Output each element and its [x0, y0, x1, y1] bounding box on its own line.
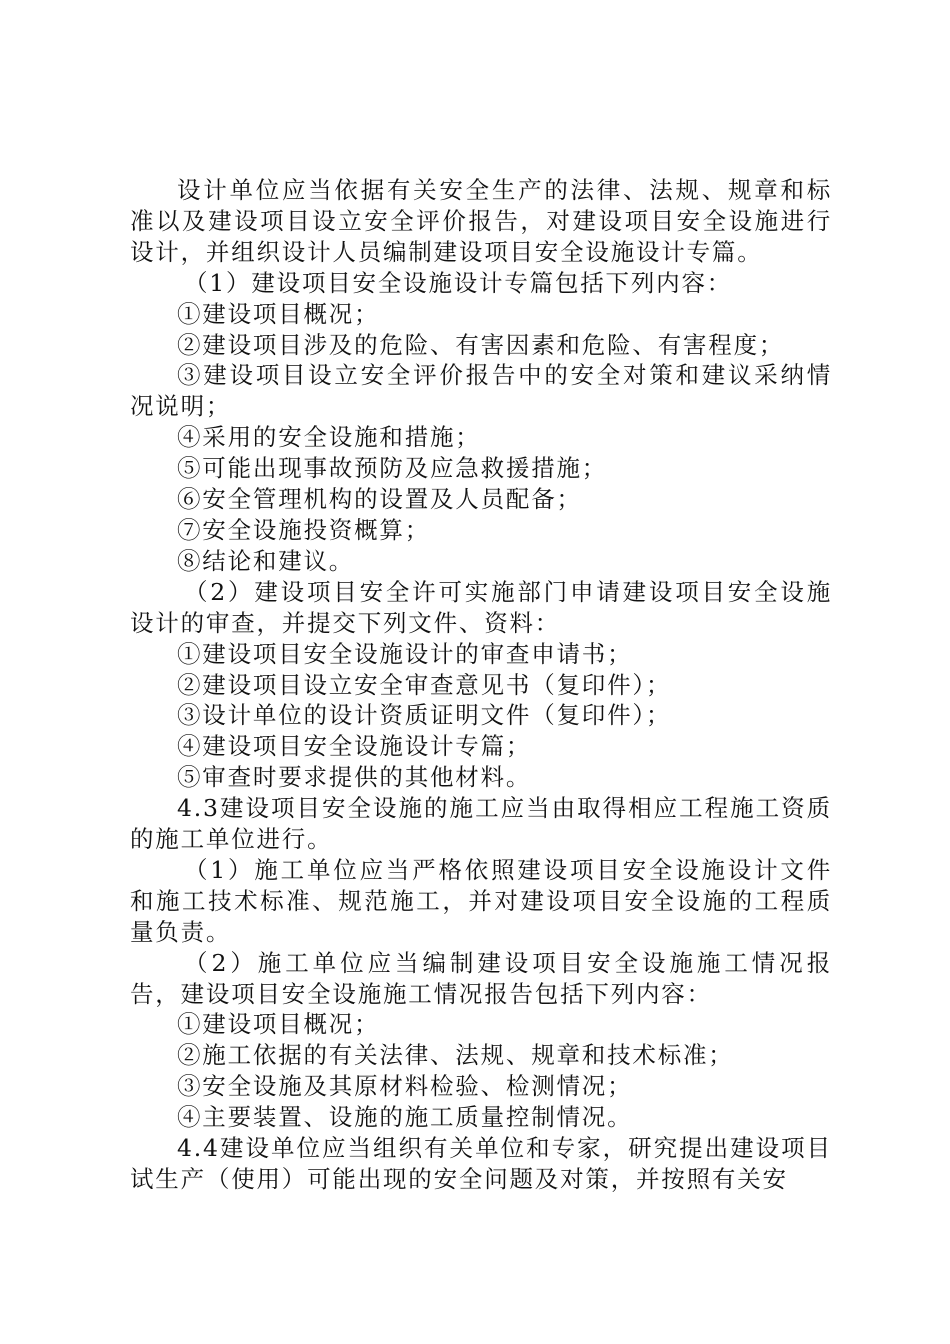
list-item: ②建设项目涉及的危险、有害因素和危险、有害程度；: [177, 330, 785, 359]
list-item: ③建设项目设立安全评价报告中的安全对策和建议采纳情况说明；: [130, 361, 832, 421]
section-paragraph: 4.3建设项目安全设施的施工应当由取得相应工程施工资质的施工单位进行。: [130, 794, 832, 854]
list-item: ②施工依据的有关法律、法规、规章和技术标准；: [177, 1041, 734, 1070]
document-body: [130, 175, 832, 1195]
list-item: ①建设项目安全设施设计的审查申请书；: [177, 639, 633, 668]
list-item: ⑧结论和建议。: [177, 546, 355, 575]
list-item: ④建设项目安全设施设计专篇；: [177, 732, 532, 761]
list-item: ⑥安全管理机构的设置及人员配备；: [177, 485, 582, 514]
list-item: ⑤可能出现事故预防及应急救援措施；: [177, 454, 608, 483]
paragraph: 设计单位应当依据有关安全生产的法律、法规、规章和标准以及建设项目设立安全评价报告，对建设项目安全设施进行设计，并组织设计人员编制建设项目安全设施设计专篇。: [130, 176, 832, 266]
list-item: ①建设项目概况；: [177, 1010, 380, 1039]
paragraph: （1）建设项目安全设施设计专篇包括下列内容：: [184, 268, 733, 297]
paragraph: （2）施工单位应当编制建设项目安全设施施工情况报告，建设项目安全设施施工情况报告包括下列内容：: [130, 948, 832, 1008]
section-paragraph: 4.4建设单位应当组织有关单位和专家，研究提出建设项目试生产（使用）可能出现的安全问题及对策，并按照有关安: [130, 1134, 832, 1193]
list-item: ⑤审查时要求提供的其他材料。: [177, 763, 532, 792]
list-item: ③安全设施及其原材料检验、检测情况；: [177, 1072, 633, 1101]
list-item: ④主要装置、设施的施工质量控制情况。: [177, 1103, 633, 1132]
paragraph: （2）建设项目安全许可实施部门申请建设项目安全设施设计的审查，并提交下列文件、资料：: [130, 577, 832, 637]
paragraph: （1）施工单位应当严格依照建设项目安全设施设计文件和施工技术标准、规范施工，并对建设项目安全设施的工程质量负责。: [130, 855, 832, 946]
list-item: ③设计单位的设计资质证明文件（复印件）；: [177, 701, 672, 730]
list-item: ①建设项目概况；: [177, 299, 380, 328]
list-item: ②建设项目设立安全审查意见书（复印件）；: [177, 670, 672, 699]
list-item: ④采用的安全设施和措施；: [177, 423, 481, 452]
list-item: ⑦安全设施投资概算；: [177, 515, 430, 544]
